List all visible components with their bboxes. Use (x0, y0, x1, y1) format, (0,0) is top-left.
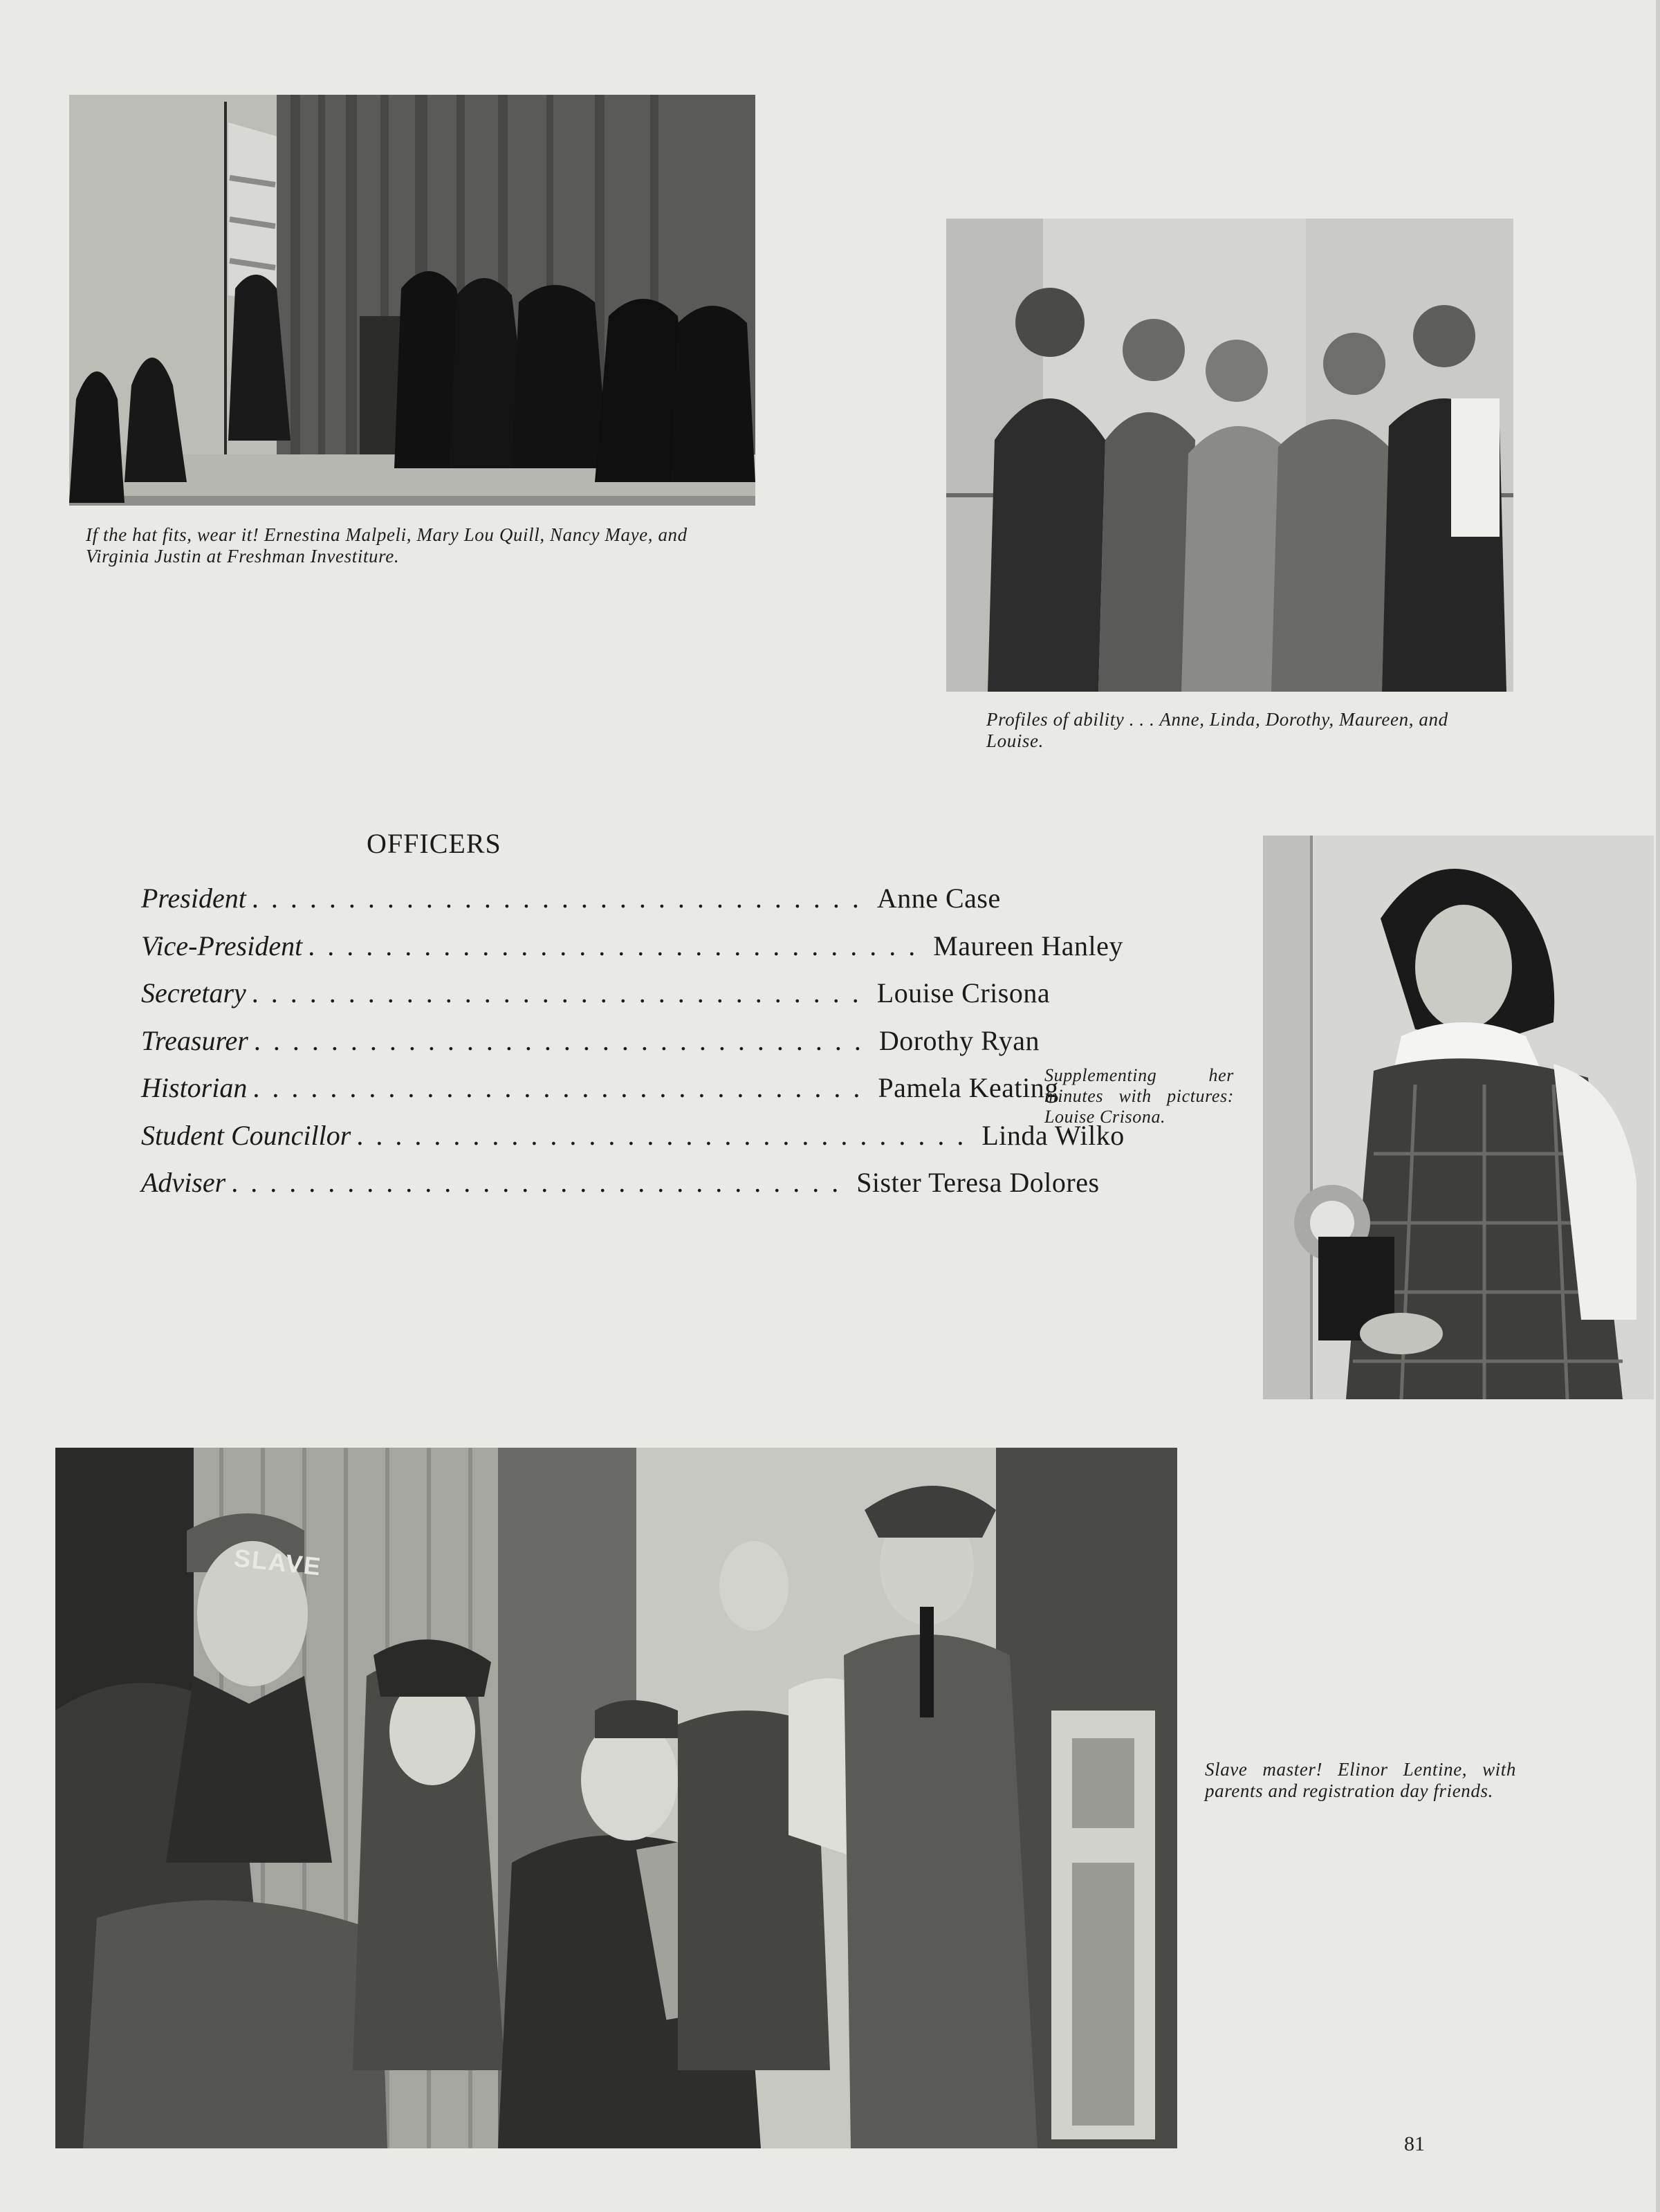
officer-row-adviser (141, 1166, 1100, 1214)
officer-role: Historian (141, 1072, 248, 1103)
officer-role: Secretary (141, 977, 246, 1008)
officer-name: Maureen Hanley (933, 930, 1123, 961)
officer-row-historian (141, 1071, 1059, 1119)
officer-name: Louise Crisona (876, 977, 1051, 1008)
leader-dots: ................................ (231, 1167, 851, 1198)
leader-dots: ................................ (308, 930, 928, 961)
leader-dots: ................................ (251, 883, 872, 914)
officer-name: Pamela Keating (878, 1072, 1059, 1103)
officers-list (141, 882, 1125, 1214)
officer-row-student-councillor (141, 1119, 1125, 1167)
officer-name: Anne Case (876, 883, 1001, 914)
leader-dots: ................................ (251, 977, 872, 1008)
photo-slave-master (55, 1448, 1177, 2148)
officer-role: President (141, 883, 246, 914)
officer-name: Linda Wilko (981, 1119, 1125, 1151)
officer-name: Sister Teresa Dolores (856, 1167, 1100, 1198)
leader-dots: ................................ (252, 1072, 873, 1103)
officer-name: Dorothy Ryan (878, 1024, 1040, 1056)
photo-profiles-of-ability (946, 219, 1513, 692)
officer-row-treasurer (141, 1024, 1040, 1072)
photo-louise-crisona-camera (1263, 836, 1654, 1399)
page-edge-shadow (1656, 0, 1660, 2212)
officer-role: Treasurer (141, 1024, 248, 1056)
officer-row-president (141, 882, 1001, 930)
officer-role: Adviser (141, 1167, 226, 1198)
leader-dots: ................................ (356, 1119, 977, 1151)
officer-row-vice-president (141, 930, 1123, 977)
photo-freshman-investiture (69, 95, 755, 506)
caption-minutes: Supplementing her minutes with pictures: Louise Crisona. (1044, 1065, 1234, 1127)
slave-cap-lettering: SLAVE (232, 1543, 324, 1581)
officer-role: Student Councillor (141, 1119, 351, 1151)
leader-dots: ................................ (253, 1024, 874, 1056)
caption-investiture: If the hat fits, wear it! Ernestina Malpeli, Mary Lou Quill, Nancy Maye, and Virginia Justin at Freshman Investiture. (86, 524, 688, 566)
caption-profiles: Profiles of ability . . . Anne, Linda, Dorothy, Maureen, and Louise. (986, 709, 1448, 751)
page-number: 81 (1404, 2132, 1425, 2155)
officer-row-secretary (141, 977, 1051, 1024)
officers-heading: OFFICERS (367, 828, 501, 859)
caption-slave-master: Slave master! Elinor Lentine, with parents and registration day friends. (1205, 1759, 1516, 1801)
officer-role: Vice-President (141, 930, 303, 961)
